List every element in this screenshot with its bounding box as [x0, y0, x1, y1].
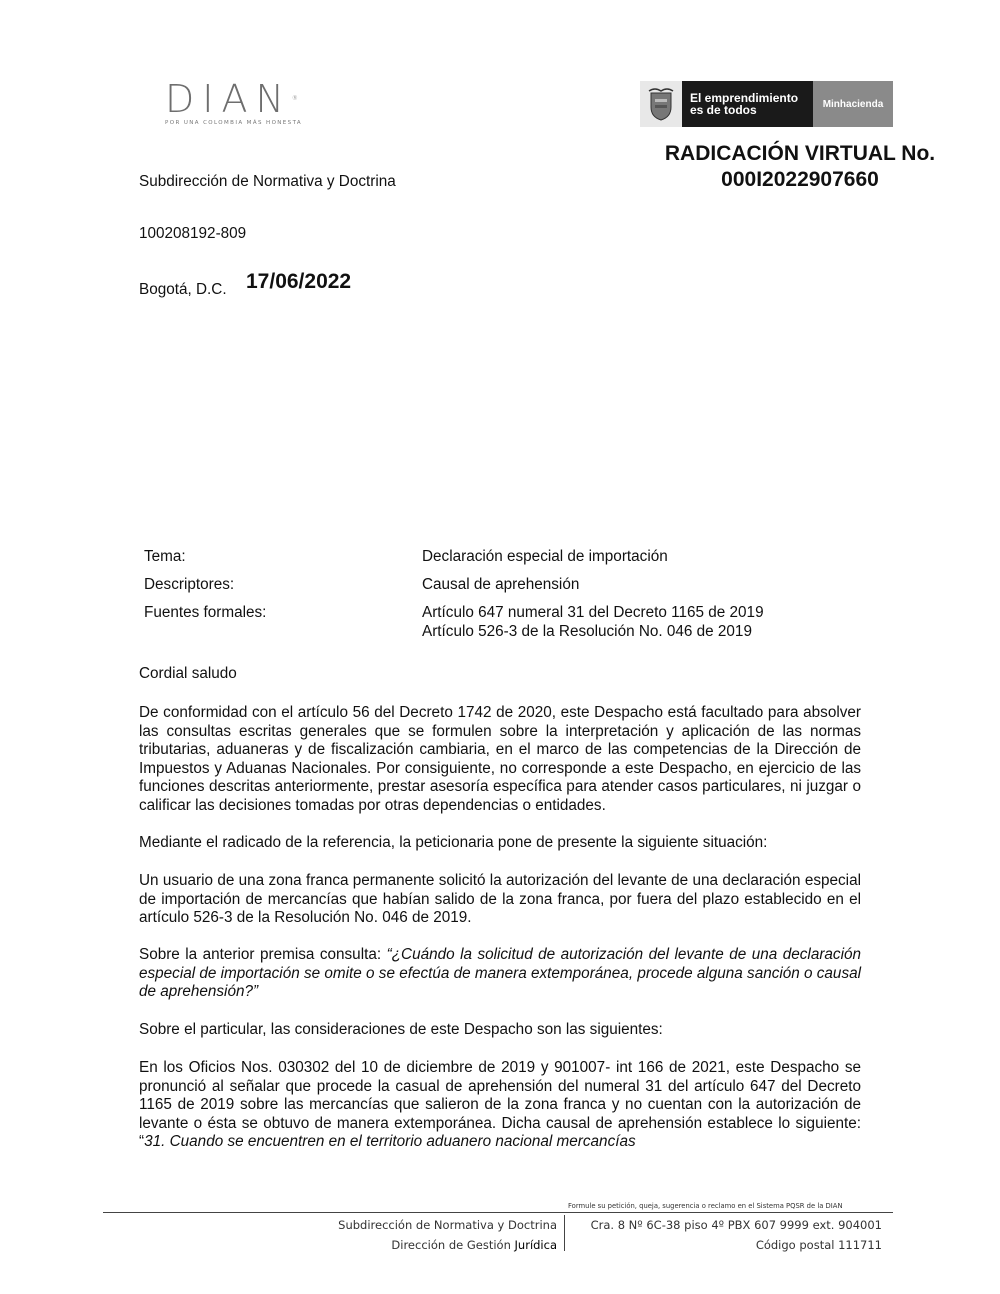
- footer-divider-line: [103, 1212, 893, 1213]
- meta-label: Tema:: [144, 548, 186, 565]
- reference-number: 100208192-809: [139, 225, 247, 242]
- meta-value: Artículo 647 numeral 31 del Decreto 1165 de 2019 Artículo 526-3 de la Resolución No. 046 de 2019: [422, 604, 764, 640]
- meta-row-fuentes: [144, 604, 864, 641]
- letter-date: 17/06/2022: [246, 270, 352, 293]
- meta-label: Fuentes formales:: [144, 604, 267, 622]
- footer-address: Cra. 8 Nº 6C-38 piso 4º PBX 607 9999 ext. 904001 Código postal 111711: [590, 1218, 882, 1252]
- paragraph-3: Un usuario de una zona franca permanente solicitó la autorización del levante de una declaración especial de importación de mercancías que habían salido de la zona franca, por fuera del plazo establecido en el artículo 526-3 de la Resolución No. 046 de 2019.: [139, 872, 861, 927]
- meta-value: Causal de aprehensión: [422, 576, 580, 594]
- sender-office: Subdirección de Normativa y Doctrina: [139, 173, 396, 190]
- meta-value: Declaración especial de importación: [422, 548, 668, 565]
- footer-vertical-divider: [564, 1215, 565, 1251]
- paragraph-2: Mediante el radicado de la referencia, la peticionaria pone de presente la siguiente situación:: [139, 834, 768, 851]
- paragraph-1: De conformidad con el artículo 56 del Decreto 1742 de 2020, este Despacho está facultado para absolver las consultas escritas generales que se formulen sobre la interpretación y aplicación de las normas tributarias, aduaneras y de fiscalización cambiaria, en el marco de las competencias de la Dirección de Impuestos y Aduanas Nacionales. Por consiguiente, no corresponde a este Despacho, en ejercicio de las funciones descritas anteriormente, prestar asesoría específica para atender casos particulares, ni juzgar o calificar las decisiones tomadas por otras dependencias o entidades.: [139, 704, 861, 814]
- banner-ministry: Minhacienda: [813, 81, 893, 127]
- banner-slogan: El emprendimiento es de todos: [690, 91, 799, 117]
- footer-pqsr-note: Formule su petición, queja, sugerencia o reclamo en el Sistema PQSR de la DIAN: [568, 1202, 843, 1210]
- dian-tagline: POR UNA COLOMBIA MÁS HONESTA: [165, 120, 303, 126]
- colombia-crest-icon: [640, 81, 682, 127]
- metadata-table: [144, 548, 864, 651]
- radicacion-number: RADICACIÓN VIRTUAL No. 000I2022907660: [664, 142, 936, 191]
- dian-wordmark: DIAN®: [165, 77, 298, 121]
- city: Bogotá, D.C.: [139, 281, 227, 298]
- government-banner-logo: [640, 81, 893, 127]
- paragraph-4: Sobre la anterior premisa consulta: “¿Cuándo la solicitud de autorización del levante de una declaración especial de importación se omite o se efectúa de manera extemporánea, procede alguna sanción o causal de aprehensión?”: [139, 946, 861, 1001]
- greeting: Cordial saludo: [139, 665, 237, 682]
- paragraph-5: Sobre el particular, las consideraciones de este Despacho son las siguientes:: [139, 1021, 663, 1038]
- footer-office: Subdirección de Normativa y Doctrina Dirección de Gestión Jurídica: [338, 1218, 557, 1252]
- meta-row-tema: [144, 548, 864, 567]
- dian-logo: [165, 77, 325, 130]
- paragraph-6: En los Oficios Nos. 030302 del 10 de diciembre de 2019 y 901007- int 166 de 2021, este Despacho se pronunció al señalar que procede la casual de aprehensión del numeral 31 del artículo 647 del Decreto 1165 de 2019 sobre las mercancías que salieron de la zona franca y no cuentan con la autorización de levante o ésta se obtuvo de manera extemporánea. Dicha causal de aprehensión establece lo siguiente: “31. Cuando se encuentren en el territorio aduanero nacional mercancías: [139, 1059, 861, 1151]
- meta-row-descriptores: [144, 576, 864, 595]
- meta-label: Descriptores:: [144, 576, 235, 594]
